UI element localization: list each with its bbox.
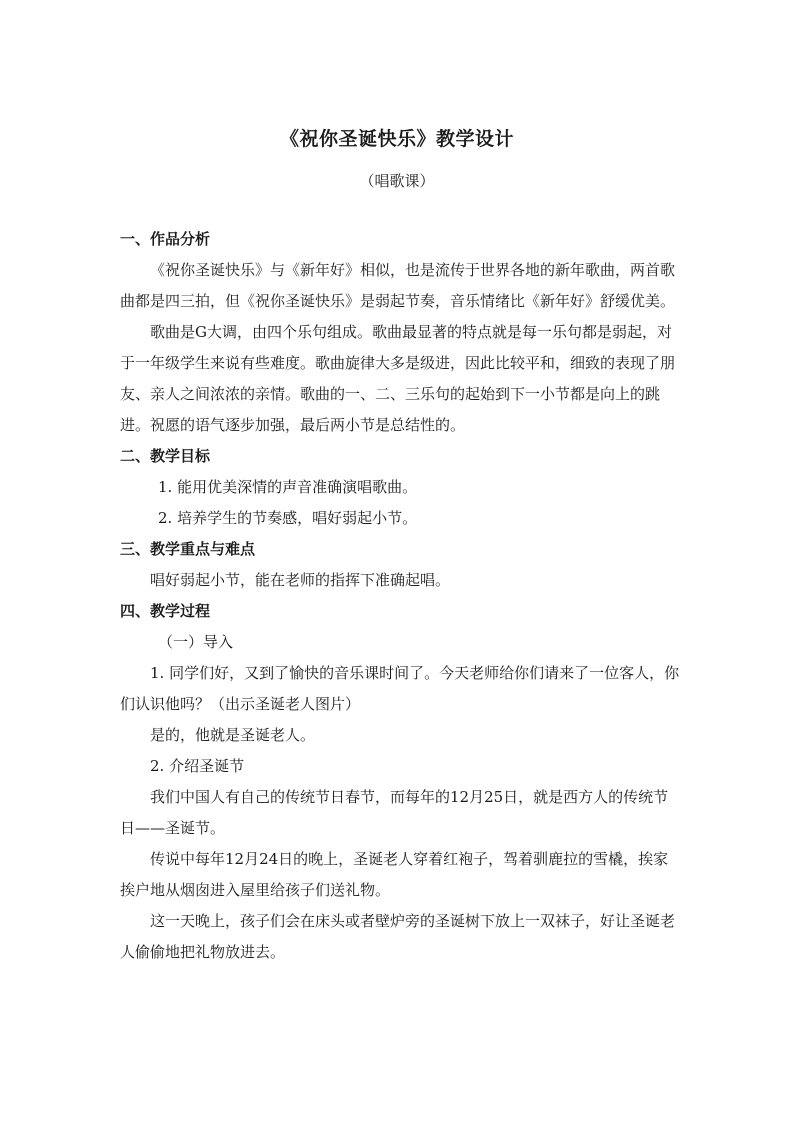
analysis-paragraph-1: 《祝你圣诞快乐》与《新年好》相似，也是流传于世界各地的新年歌曲，两首歌曲都是四三拍，但《祝你圣诞快乐》是弱起节奏，音乐情绪比《新年好》舒缓优美。 (120, 261, 676, 310)
analysis-paragraph-2: 歌曲是G大调，由四个乐句组成。歌曲最显著的特点就是每一乐句都是弱起，对于一年级学生来说有些难度。歌曲旋律大多是级进，因此比较平和，细致的表现了朋友、亲人之间浓浓的亲情。歌曲的一、二、三乐句的起始到下一小节都是向上的跳进。祝愿的语气逐步加强，最后两小节是总结性的。 (120, 323, 676, 434)
process-paragraph-4: 我们中国人有自己的传统节日春节，而每年的12月25日，就是西方人的传统节日——圣诞节。 (120, 788, 669, 837)
document-title: 《祝你圣诞快乐》教学设计 (279, 128, 514, 150)
process-subheading-intro: （一）导入 (158, 633, 234, 651)
process-paragraph-2: 是的，他就是圣诞老人。 (150, 726, 316, 744)
process-paragraph-5: 传说中每年12月24日的晚上，圣诞老人穿着红袍子，驾着驯鹿拉的雪橇，挨家挨户地从烟囱进入屋里给孩子们送礼物。 (120, 850, 669, 899)
section-heading-key-points: 三、教学重点与难点 (120, 540, 256, 558)
document-subtitle: （唱歌课） (359, 172, 435, 190)
section-heading-analysis: 一、作品分析 (120, 230, 211, 248)
section-heading-objectives: 二、教学目标 (120, 447, 211, 465)
process-paragraph-6: 这一天晚上，孩子们会在床头或者壁炉旁的圣诞树下放上一双袜子，好让圣诞老人偷偷地把礼物放进去。 (120, 912, 676, 961)
document-body (120, 224, 680, 968)
objective-item-1: 1. 能用优美深情的声音准确演唱歌曲。 (158, 478, 418, 496)
process-paragraph-3: 2. 介绍圣诞节 (150, 757, 245, 775)
key-points-paragraph: 唱好弱起小节，能在老师的指挥下准确起唱。 (150, 571, 451, 589)
section-heading-process: 四、教学过程 (120, 602, 211, 620)
objective-item-2: 2. 培养学生的节奏感，唱好弱起小节。 (158, 509, 418, 527)
process-paragraph-1: 1. 同学们好，又到了愉快的音乐课时间了。今天老师给你们请来了一位客人，你们认识他吗？（出示圣诞老人图片） (120, 664, 680, 713)
